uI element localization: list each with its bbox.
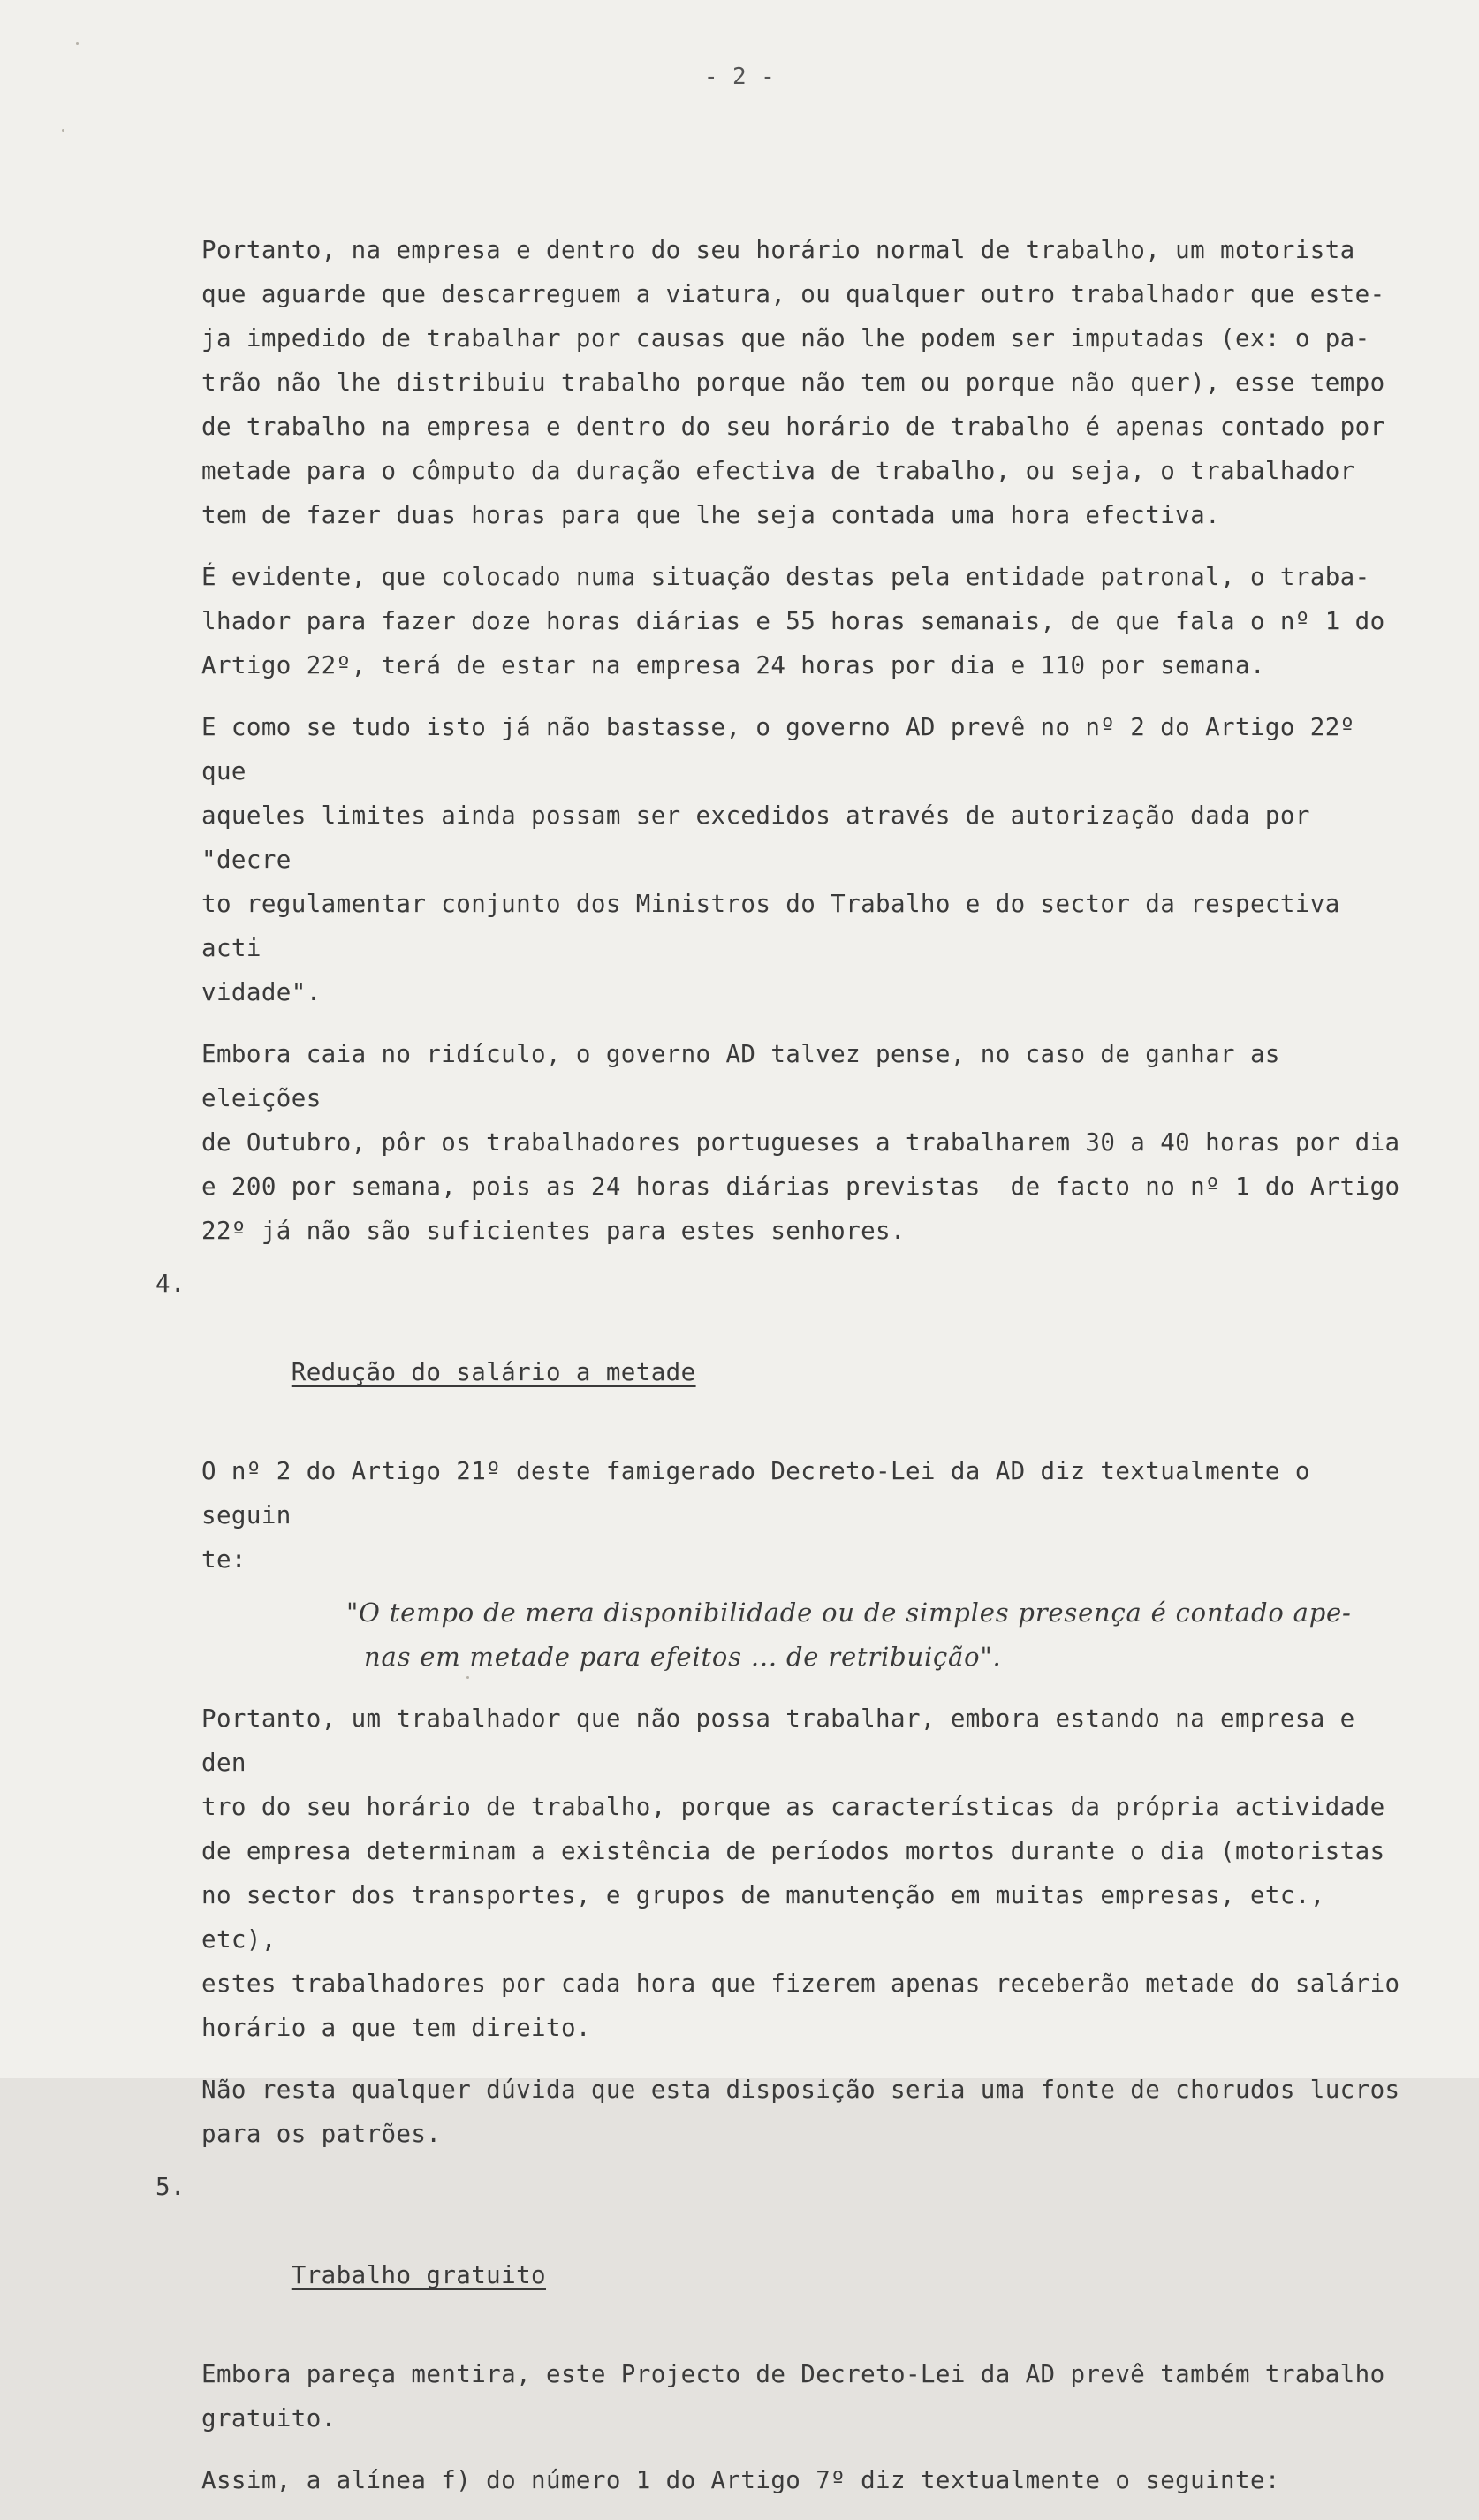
section-number: 5. [155,2173,186,2201]
paragraph: Portanto, um trabalhador que não possa trabalhar, embora estando na empresa e den tro do seu horário de trabalho, porque as características da própria actividade de empresa determinam a existência de períodos mortos durante o dia (motoristas no sector dos transportes, e grupos de manutenção em muitas empresas, etc., etc), estes trabalhadores por cada hora que fizerem apenas receberão metade do salário horário a que tem direito. [201,1704,1400,2042]
section-heading-5 [155,2165,1403,2342]
document-body [155,228,1403,2520]
quote-line: nas em metade para efeitos ... de retribuição". [364,1642,1002,1672]
section-title: Trabalho gratuito [291,2261,547,2289]
quoted-text [201,1590,1403,1679]
section-number: 4. [155,1270,186,1298]
paragraph: E como se tudo isto já não bastasse, o governo AD prevê no nº 2 do Artigo 22º que aqueles limites ainda possam ser excedidos através de autorização dada por "decre to regulamentar conjunto dos Ministros do Trabalho e do sector da respectiva acti vidade". [201,713,1355,1006]
paragraph: É evidente, que colocado numa situação destas pela entidade patronal, o traba- lhador para fazer doze horas diárias e 55 horas semanais, de que fala o nº 1 do Artigo 22º, terá de estar na empresa 24 horas por dia e 110 por semana. [201,563,1385,679]
section-heading-4 [155,1262,1403,1438]
paper-speck [76,42,79,45]
paragraph: Não resta qualquer dúvida que esta disposição seria uma fonte de chorudos lucros para os patrões. [201,2076,1400,2148]
paragraph: Embora caia no ridículo, o governo AD talvez pense, no caso de ganhar as eleições de Outubro, pôr os trabalhadores portugueses a trabalharem 30 a 40 horas por dia e 200 por semana, pois as 24 horas diárias previstas de facto no nº 1 do Artigo 22º já não são suficientes para estes senhores. [201,1040,1400,1245]
paragraph: Embora pareça mentira, este Projecto de Decreto-Lei da AD prevê também trabalho gratuito. [201,2360,1385,2433]
paragraph: Assim, a alínea f) do número 1 do Artigo 7º diz textualmente o seguinte: [201,2466,1280,2494]
page-number: - 2 - [703,64,776,90]
quote-line: "O tempo de mera disponibilidade ou de simples presença é contado ape- [346,1598,1352,1628]
paragraph: O nº 2 do Artigo 21º deste famigerado Decreto-Lei da AD diz textualmente o seguin te: [201,1457,1310,1574]
paper-speck [62,129,64,132]
section-title: Redução do salário a metade [291,1358,696,1386]
paragraph: Portanto, na empresa e dentro do seu horário normal de trabalho, um motorista que aguarde que descarreguem a viatura, ou qualquer outro trabalhador que este- ja impedido de trabalhar por causas que não lhe podem ser imputadas (ex: o pa- trão não lhe distribuiu trabalho porque não tem ou porque não quer), esse tempo de trabalho na empresa e dentro do seu horário de trabalho é apenas contado por metade para o cômputo da duração efectiva de trabalho, ou seja, o trabalhador tem de fazer duas horas para que lhe seja contada uma hora efectiva. [201,236,1385,529]
